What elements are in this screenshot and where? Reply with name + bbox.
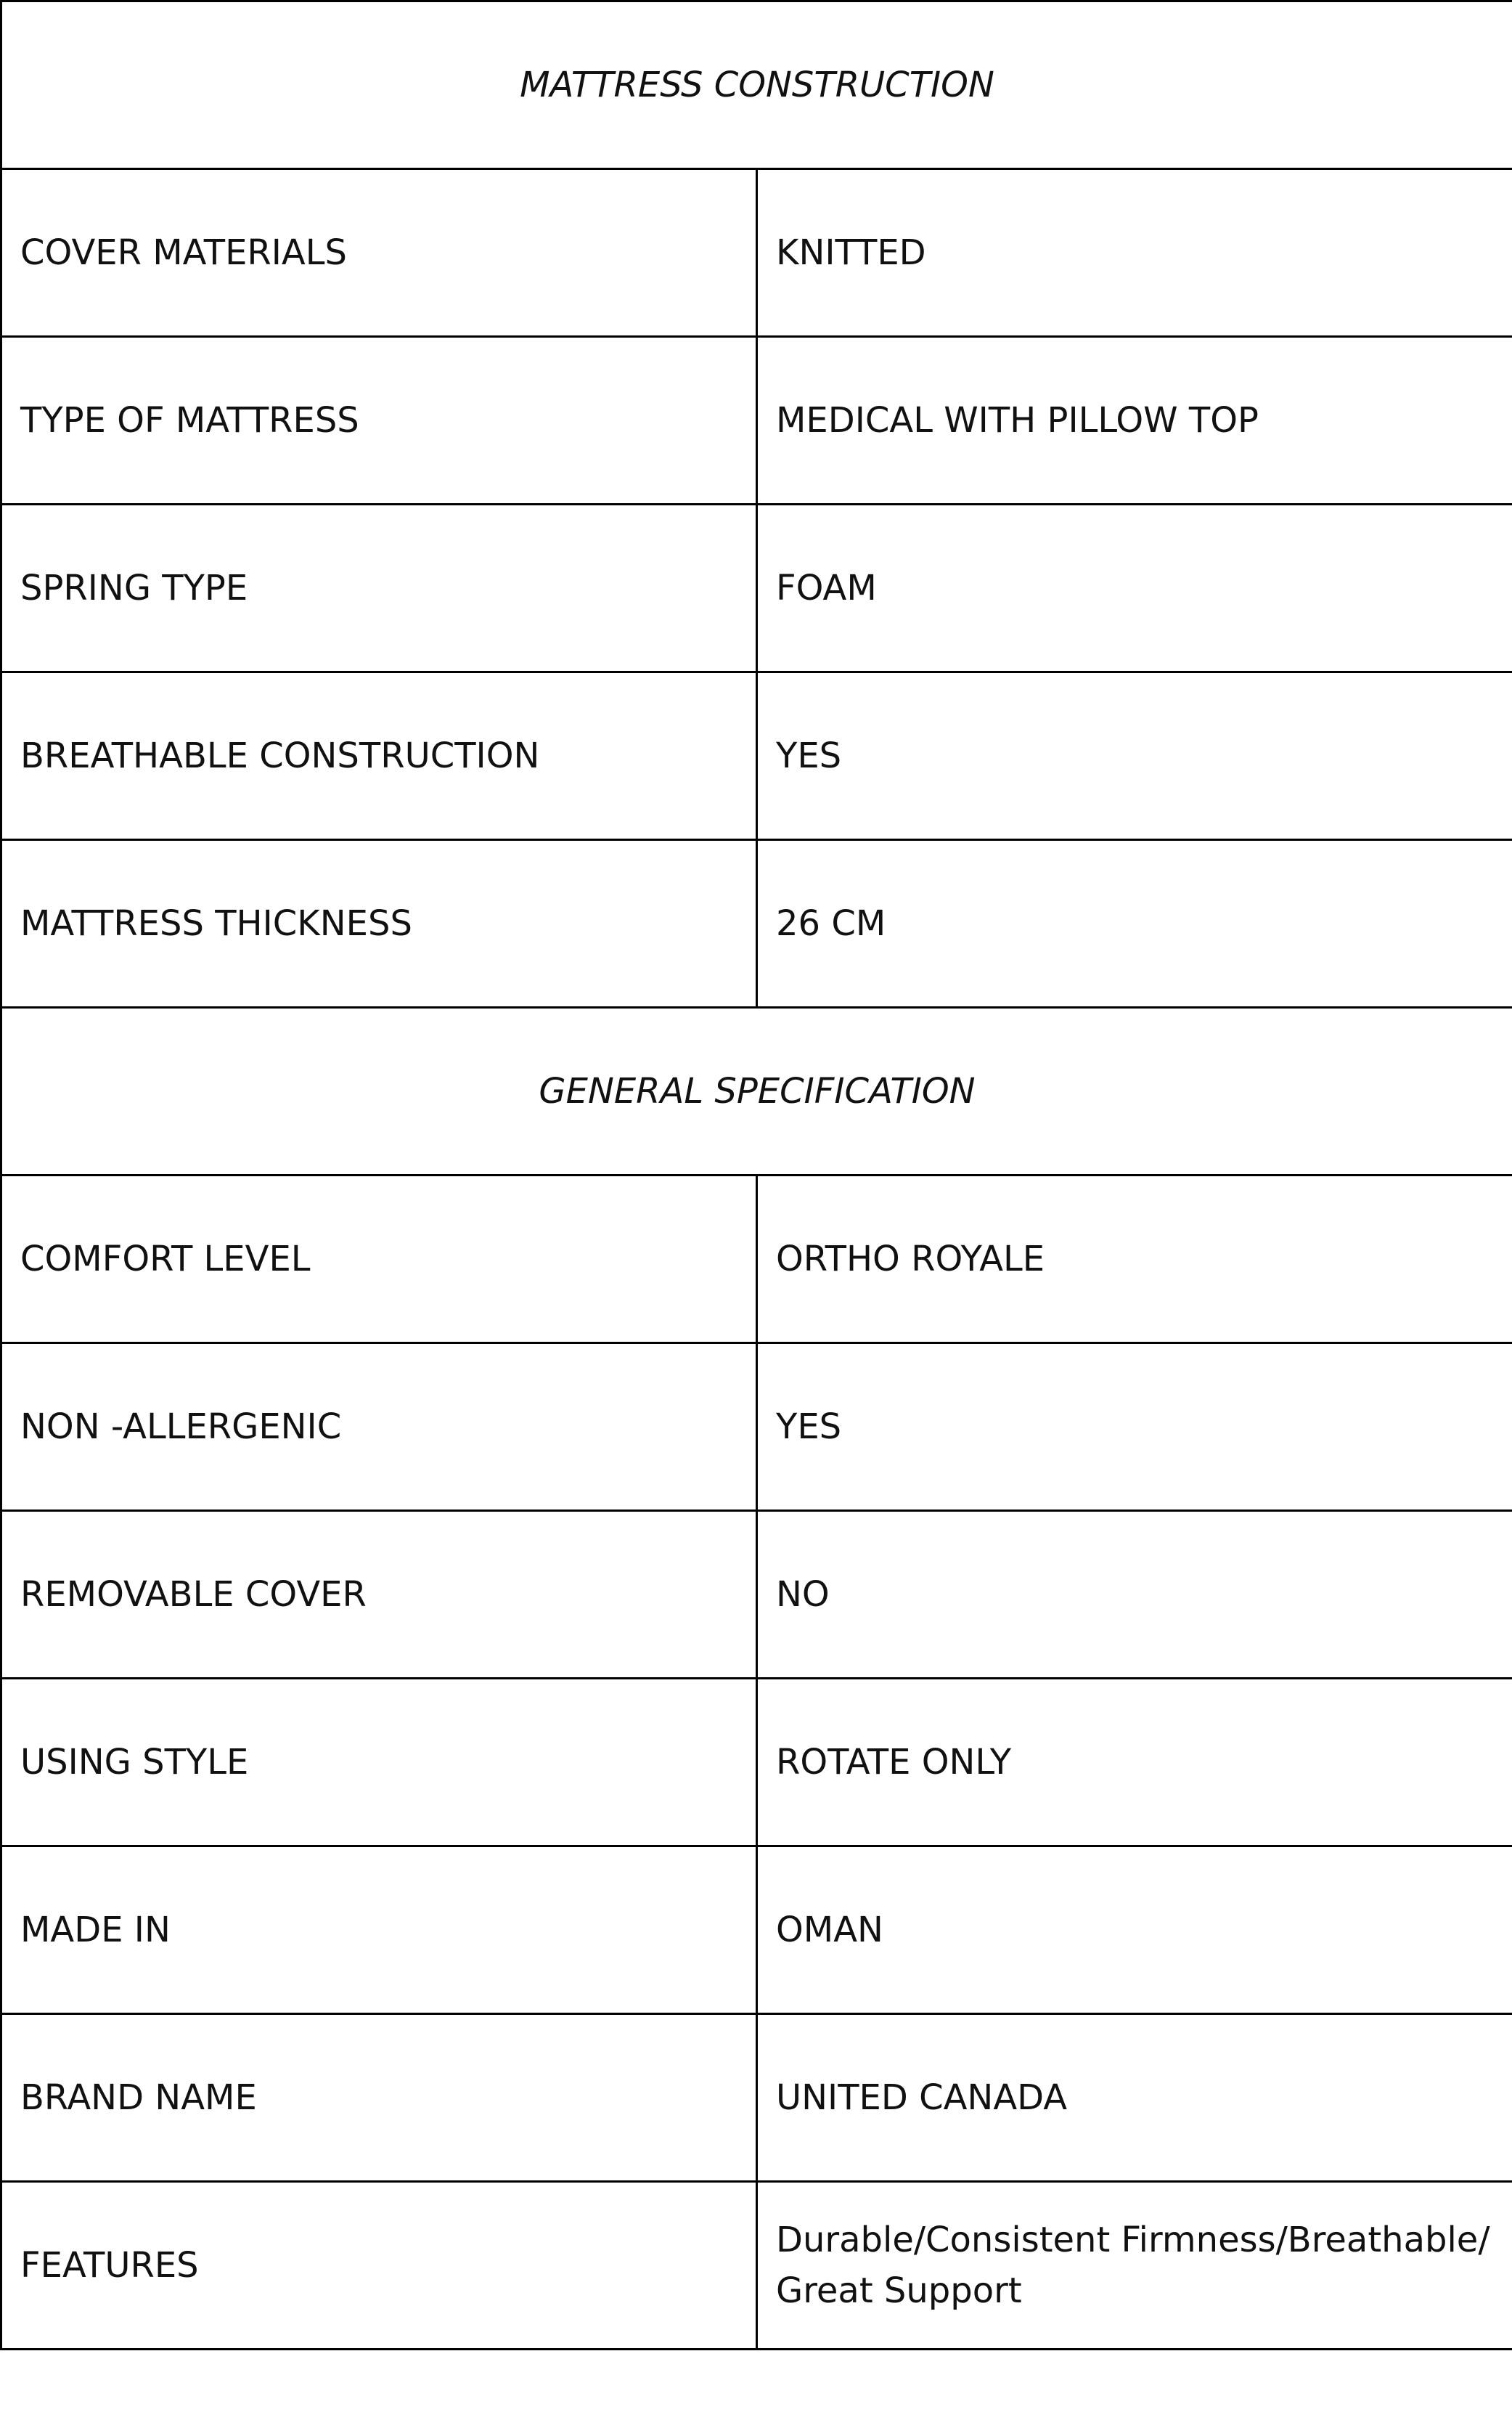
row-label: SPRING TYPE [1,505,757,672]
table-row [1,2014,1512,2182]
row-value: NO [757,1511,1512,1679]
row-value-features [757,2182,1512,2350]
table-row [1,672,1512,840]
section-header-row [1,1,1512,169]
row-label: BRAND NAME [1,2014,757,2182]
row-value: FOAM [757,505,1512,672]
row-label: COVER MATERIALS [1,169,757,337]
row-value: 26 CM [757,840,1512,1008]
table-row [1,1176,1512,1343]
row-label: REMOVABLE COVER [1,1511,757,1679]
row-value: UNITED CANADA [757,2014,1512,2182]
table-row [1,2182,1512,2350]
table-row [1,1846,1512,2014]
row-label: TYPE OF MATTRESS [1,337,757,505]
row-value: OMAN [757,1846,1512,2014]
row-label: FEATURES [1,2182,757,2350]
row-value: YES [757,1343,1512,1511]
row-value: MEDICAL WITH PILLOW TOP [757,337,1512,505]
features-line: Durable/Consistent Firmness/Breathable/ [776,2220,1490,2260]
row-label: MATTRESS THICKNESS [1,840,757,1008]
section-header-row [1,1008,1512,1176]
section-title-mattress-construction: MATTRESS CONSTRUCTION [1,1,1512,169]
table-row [1,337,1512,505]
row-label: COMFORT LEVEL [1,1176,757,1343]
table-row [1,505,1512,672]
row-label: NON -ALLERGENIC [1,1343,757,1511]
row-value: ROTATE ONLY [757,1679,1512,1846]
table-row [1,1511,1512,1679]
table-row [1,169,1512,337]
table-row [1,840,1512,1008]
row-value: YES [757,672,1512,840]
row-label: BREATHABLE CONSTRUCTION [1,672,757,840]
table-row [1,1679,1512,1846]
row-value: ORTHO ROYALE [757,1176,1512,1343]
section-title-general-specification: GENERAL SPECIFICATION [1,1008,1512,1176]
row-label: MADE IN [1,1846,757,2014]
features-line: Great Support [776,2270,1022,2311]
table-row [1,1343,1512,1511]
row-value: KNITTED [757,169,1512,337]
row-label: USING STYLE [1,1679,757,1846]
